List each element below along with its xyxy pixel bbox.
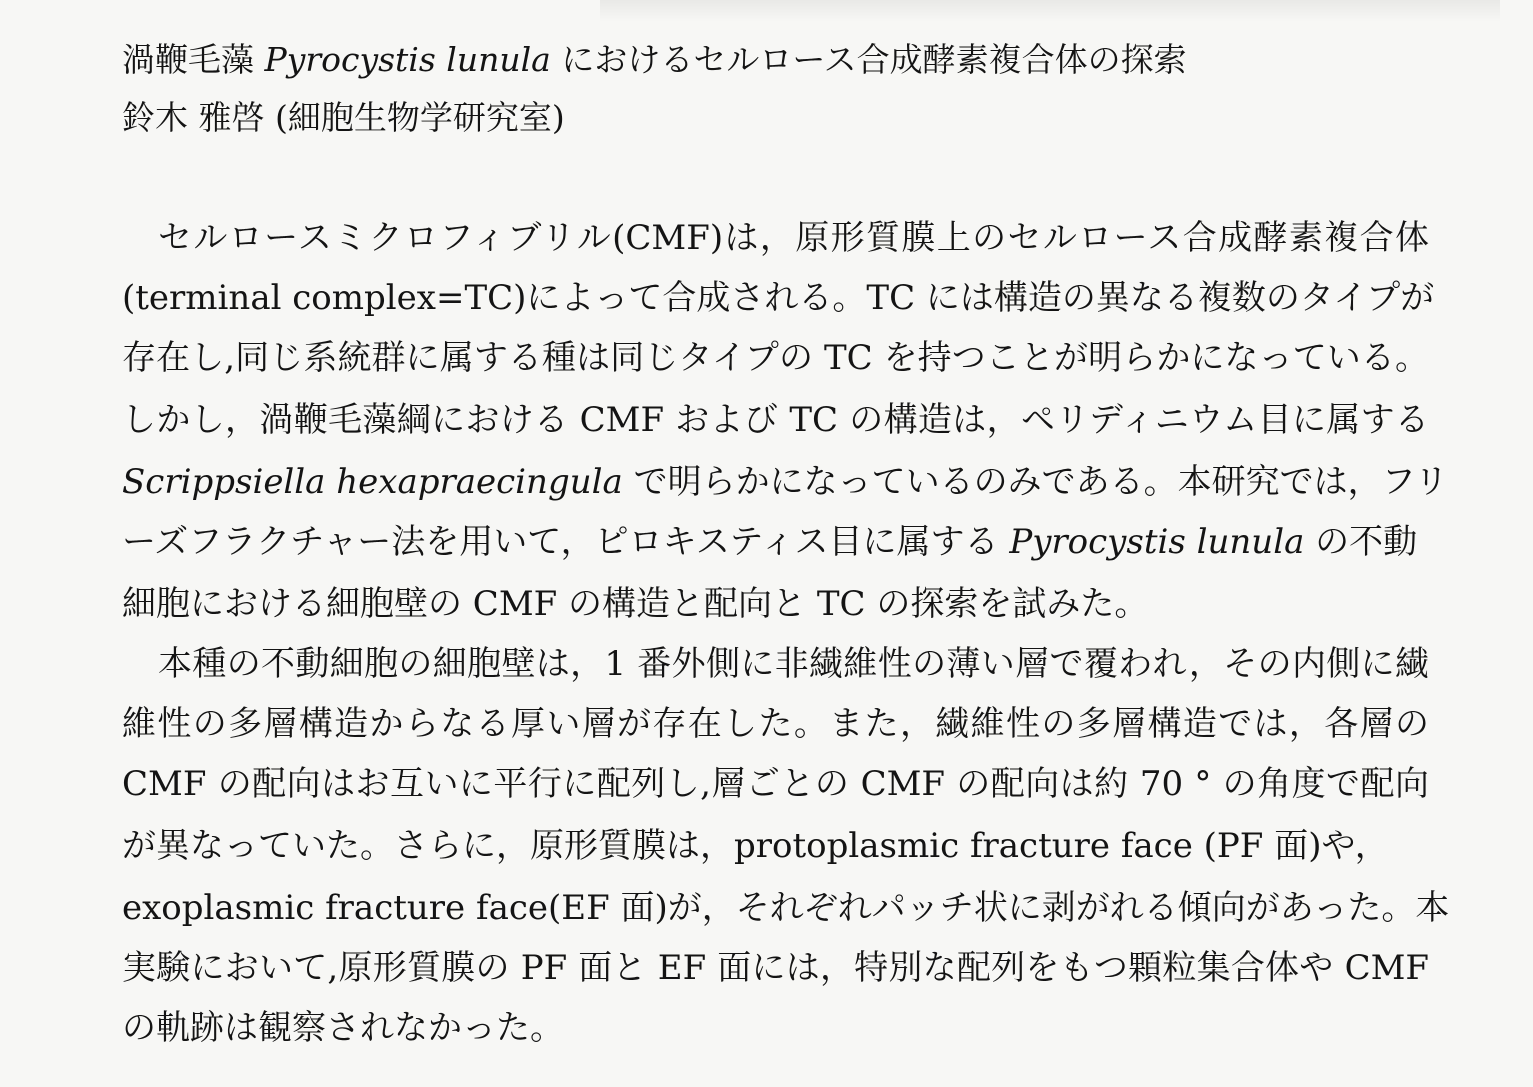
title-suffix: におけるセルロース合成酵素複合体の探索	[550, 40, 1187, 79]
paper-shadow	[600, 0, 1500, 22]
body-line-10: CMF の配向はお互いに平行に配列し,層ごとの CMF の配向は約 70 ° の角度で配向	[122, 764, 1429, 804]
body-line-5-rest: で明らかになっているのみである。本研究では，フリ	[622, 462, 1449, 502]
author-line: 鈴木 雅啓 (細胞生物学研究室)	[122, 98, 565, 137]
body-line-9: 維性の多層構造からなる厚い層が存在した。また，繊維性の多層構造では，各層の	[122, 704, 1429, 744]
body-line-1: セルロースミクロフィブリル(CMF)は，原形質膜上のセルロース合成酵素複合体	[158, 218, 1429, 258]
body-line-3: 存在し,同じ系統群に属する種は同じタイプの TC を持つことが明らかになっている。	[122, 338, 1429, 378]
species-name-scrippsiella: Scrippsiella hexapraecingula	[122, 462, 623, 502]
document-title	[122, 38, 1187, 82]
body-line-6-start: ーズフラクチャー法を用いて，ピロキスティス目に属する	[122, 522, 1010, 562]
body-line-13: 実験において,原形質膜の PF 面と EF 面には，特別な配列をもつ顆粒集合体や CMF	[122, 948, 1429, 988]
body-line-8: 本種の不動細胞の細胞壁は，1 番外側に非繊維性の薄い層で覆われ，その内側に繊	[158, 644, 1429, 684]
body-line-5	[122, 460, 1448, 504]
body-line-6	[122, 520, 1417, 564]
body-line-2: (terminal complex=TC)によって合成される。TC には構造の異なる複数のタイプが	[122, 278, 1435, 318]
body-line-6-end: の不動	[1304, 522, 1418, 562]
body-line-7: 細胞における細胞壁の CMF の構造と配向と TC の探索を試みた。	[122, 584, 1149, 624]
body-line-12: exoplasmic fracture face(EF 面)が，それぞれパッチ状に剥がれる傾向があった。本	[122, 888, 1450, 928]
body-line-4: しかし，渦鞭毛藻綱における CMF および TC の構造は，ペリディニウム目に属する	[122, 400, 1429, 440]
title-prefix: 渦鞭毛藻	[122, 40, 265, 79]
body-line-14: の軌跡は観察されなかった。	[122, 1008, 564, 1048]
title-species-name: Pyrocystis lunula	[264, 40, 551, 79]
body-line-11: が異なっていた。さらに，原形質膜は，protoplasmic fracture face (PF 面)や，	[122, 826, 1389, 866]
species-name-pyrocystis: Pyrocystis lunula	[1009, 522, 1305, 562]
